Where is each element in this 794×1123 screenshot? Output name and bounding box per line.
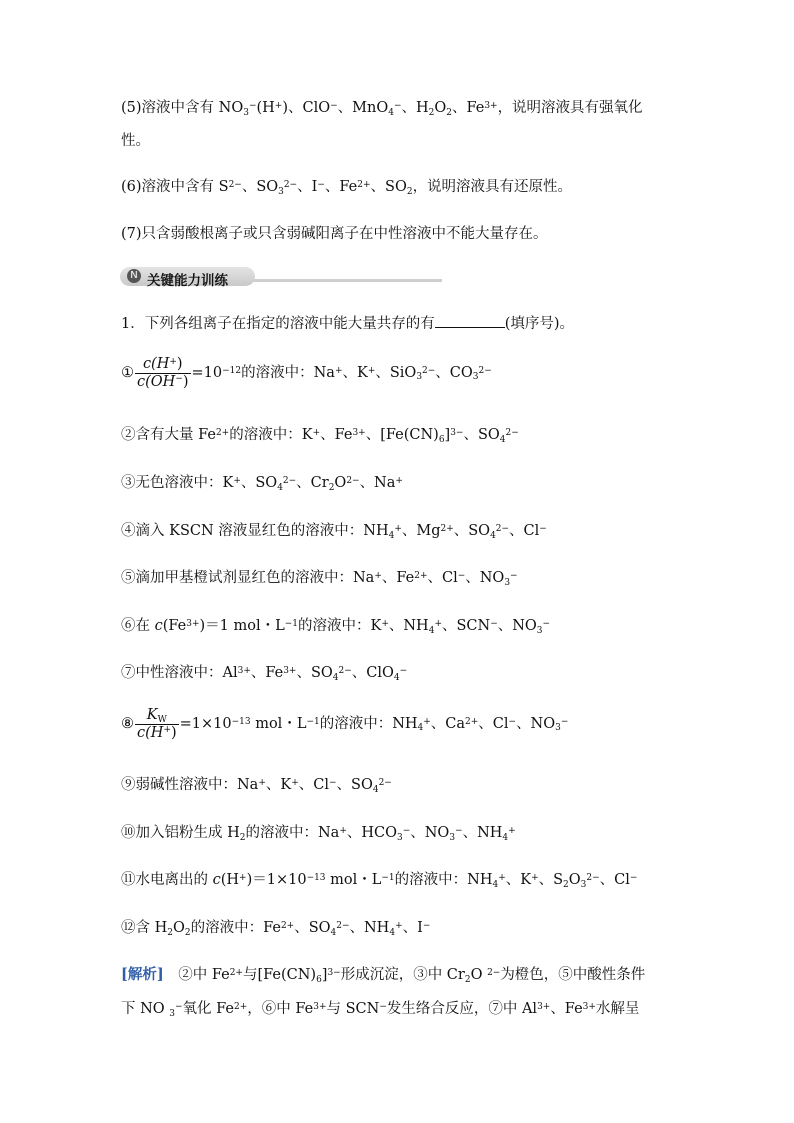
item-12: ⑫含 H2O2的溶液中：$Fe^{2+}$、$SO4^{2-}$、NH4+、I−: [121, 920, 431, 938]
item-3: ③无色溶液中：K+、$SO4^{2-}$、$Cr2O^{2-}$、Na+: [121, 475, 403, 493]
section-header: [120, 267, 442, 287]
note-5-line2: 性。: [121, 133, 150, 149]
fraction-8: $\frac{KW}{c(H^+)}$: [137, 707, 177, 741]
fraction-1: $\frac{c(H^+)}{c(OH^-)}$: [137, 356, 189, 390]
analysis-tag: [解析]: [121, 966, 164, 983]
item-2: ②含有大量 $Fe^{2+}$的溶液中：K+、$Fe^{3+}$、$[Fe(CN)6]^{3-}$、$SO4^{2-}$: [121, 427, 519, 445]
item-10: ⑩加入铝粉生成 H2的溶液中：Na+、HCO3−、NO3−、NH4+: [121, 825, 516, 843]
item-4: ④滴入 KSCN 溶液显红色的溶液中：NH4+、$Mg^{2+}$、$SO4^{2-}$、Cl−: [121, 523, 547, 541]
answer-blank: [435, 315, 505, 328]
item-8: ⑧ $\frac{KW}{c(H^+)}$ $=1\times 10^{-13}$ mol・$L^{-1}$的溶液中：NH4+、$Ca^{2+}$、Cl−、NO3−: [121, 707, 569, 741]
section-arrow-icon: N: [127, 269, 141, 283]
note-6: (6)溶液中含有 $S^{2-}$、$SO3^{2-}$、I−、$Fe^{2+}$、SO2，说明溶液具有还原性。: [121, 179, 573, 197]
analysis-line2: 下 NO 3−氧化 $Fe^{2+}$，⑥中 $Fe^{3+}$与 SCN−发生络合反应，⑦中 $Al^{3+}$、$Fe^{3+}$水解呈: [121, 1001, 640, 1019]
item-11: ⑪水电离出的 $c(H^+)=1\times 10^{-13}$ mol・$L^{-1}$的溶液中：NH4+、K+、$S2O3^{2-}$、Cl−: [121, 872, 638, 890]
note-5-line1: (5)溶液中含有 NO3−(H+)、ClO−、MnO4−、H2O2、$Fe^{3+}$，说明溶液具有强氧化: [121, 100, 643, 118]
section-rule: [250, 279, 442, 282]
section-title: 关键能力训练: [147, 273, 228, 289]
item-7: ⑦中性溶液中：$Al^{3+}$、$Fe^{3+}$、$SO4^{2-}$、ClO4−: [121, 665, 408, 683]
item-5: ⑤滴加甲基橙试剂显红色的溶液中：Na+、$Fe^{2+}$、Cl−、NO3−: [121, 570, 518, 588]
item-6: ⑥在 $c(Fe^{3+})=1$ mol・$L^{-1}$的溶液中：K+、NH4+、SCN−、NO3−: [121, 618, 551, 636]
item-1: ① $\frac{c(H^+)}{c(OH^-)}$ $=10^{-12}$的溶液中：Na+、K+、$SiO3^{2-}$、$CO3^{2-}$: [121, 356, 492, 390]
analysis-line1: [解析] ②中 $Fe^{2+}$与$[Fe(CN)6]^{3-}$形成沉淀，③中 Cr2O $^{2-}$为橙色，⑤中酸性条件: [121, 966, 646, 985]
question-stem: 1．下列各组离子在指定的溶液中能大量共存的有 (填序号)。: [121, 316, 575, 332]
item-9: ⑨弱碱性溶液中：Na+、K+、Cl−、$SO4^{2-}$: [121, 777, 392, 795]
note-7: (7)只含弱酸根离子或只含弱碱阳离子在中性溶液中不能大量存在。: [121, 226, 548, 242]
